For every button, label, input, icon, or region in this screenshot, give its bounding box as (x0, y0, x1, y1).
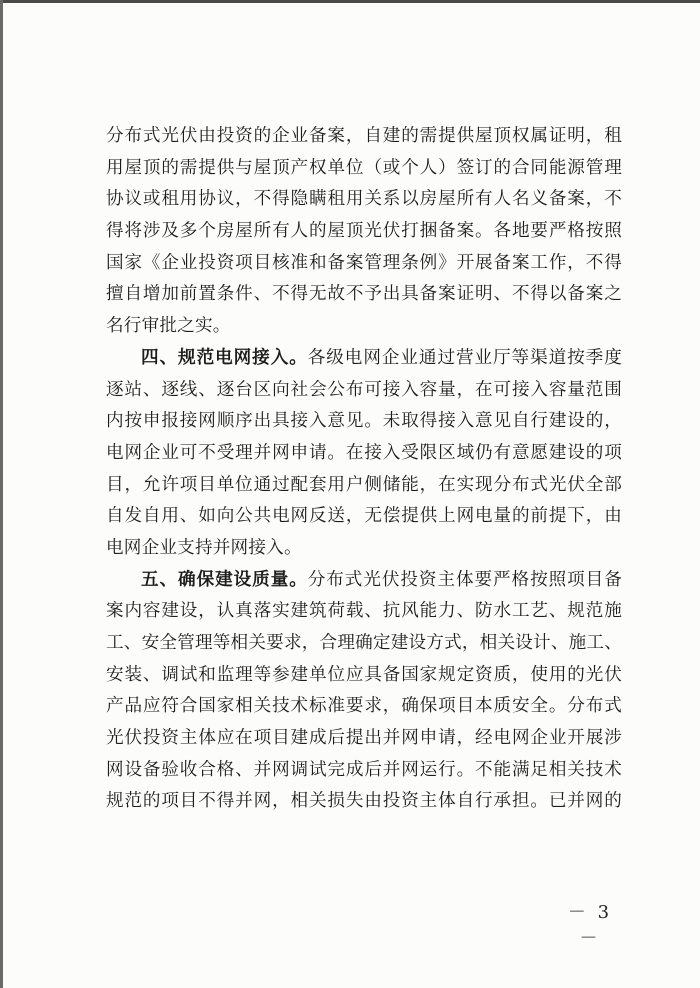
text-line: 目，允许项目单位通过配套用户侧储能，在实现分布式光伏全部 (106, 474, 622, 495)
text-line: 工、安全管理等相关要求，合理确定建设方式，相关设计、施工、 (106, 633, 622, 653)
scan-edge-top (0, 0, 700, 3)
text-line: 安装、调试和监理等参建单位应具备国家规定资质，使用的光伏 (106, 664, 622, 685)
text-line: 国家《企业投资项目核准和备案管理条例》开展备案工作，不得 (106, 252, 622, 273)
text-line: 擅自增加前置条件、不得无故不予出具备案证明、不得以备案之 (106, 284, 622, 305)
text-line: 规范的项目不得并网，相关损失由投资主体自行承担。已并网的 (106, 791, 622, 812)
text-line: 分布式光伏投资主体要严格按照项目备 (307, 569, 622, 590)
section-five-first-line (106, 565, 622, 597)
text-line: 各级电网企业通过营业厅等渠道按季度 (307, 347, 622, 368)
text-line: 得将涉及多个房屋所有人的屋顶光伏打捆备案。各地要严格按照 (106, 221, 622, 242)
text-line: 电网企业支持并网接入。 (106, 537, 302, 558)
text-line: 网设备验收合格、并网调试完成后并网运行。不能满足相关技术 (106, 759, 622, 780)
scan-edge-left (0, 0, 3, 988)
page-number: － 3 － (567, 902, 613, 949)
text-line: 案内容建设，认真落实建筑荷载、抗风能力、防水工艺、规范施 (106, 601, 622, 622)
text-line: 分布式光伏由投资的企业备案，自建的需提供屋顶权属证明，租 (106, 126, 622, 146)
text-line: 自发自用、如向公共电网反送，无偿提供上网电量的前提下，由 (106, 506, 622, 527)
body-text (106, 121, 622, 818)
text-line: 用屋顶的需提供与屋顶产权单位（或个人）签订的合同能源管理 (106, 157, 622, 178)
section-heading-construction-quality: 五、确保建设质量。 (141, 569, 308, 590)
text-line: 光伏投资主体应在项目建成后提出并网申请，经电网企业开展涉 (106, 728, 622, 749)
text-line: 产品应符合国家相关技术标准要求，确保项目本质安全。分布式 (106, 696, 622, 717)
section-heading-grid-access: 四、规范电网接入。 (141, 347, 308, 368)
text-line: 逐站、逐线、逐台区向社会公布可接入容量，在可接入容量范围 (106, 379, 622, 400)
text-line: 名行审批之实。 (106, 316, 231, 337)
text-line: 内按申报接网顺序出具接入意见。未取得接入意见自行建设的， (106, 411, 622, 432)
text-line: 协议或租用协议，不得隐瞒租用关系以房屋所有人名义备案，不 (106, 189, 622, 210)
text-line: 电网企业可不受理并网申请。在接入受限区域仍有意愿建设的项 (106, 442, 622, 463)
section-four-first-line (106, 343, 622, 375)
